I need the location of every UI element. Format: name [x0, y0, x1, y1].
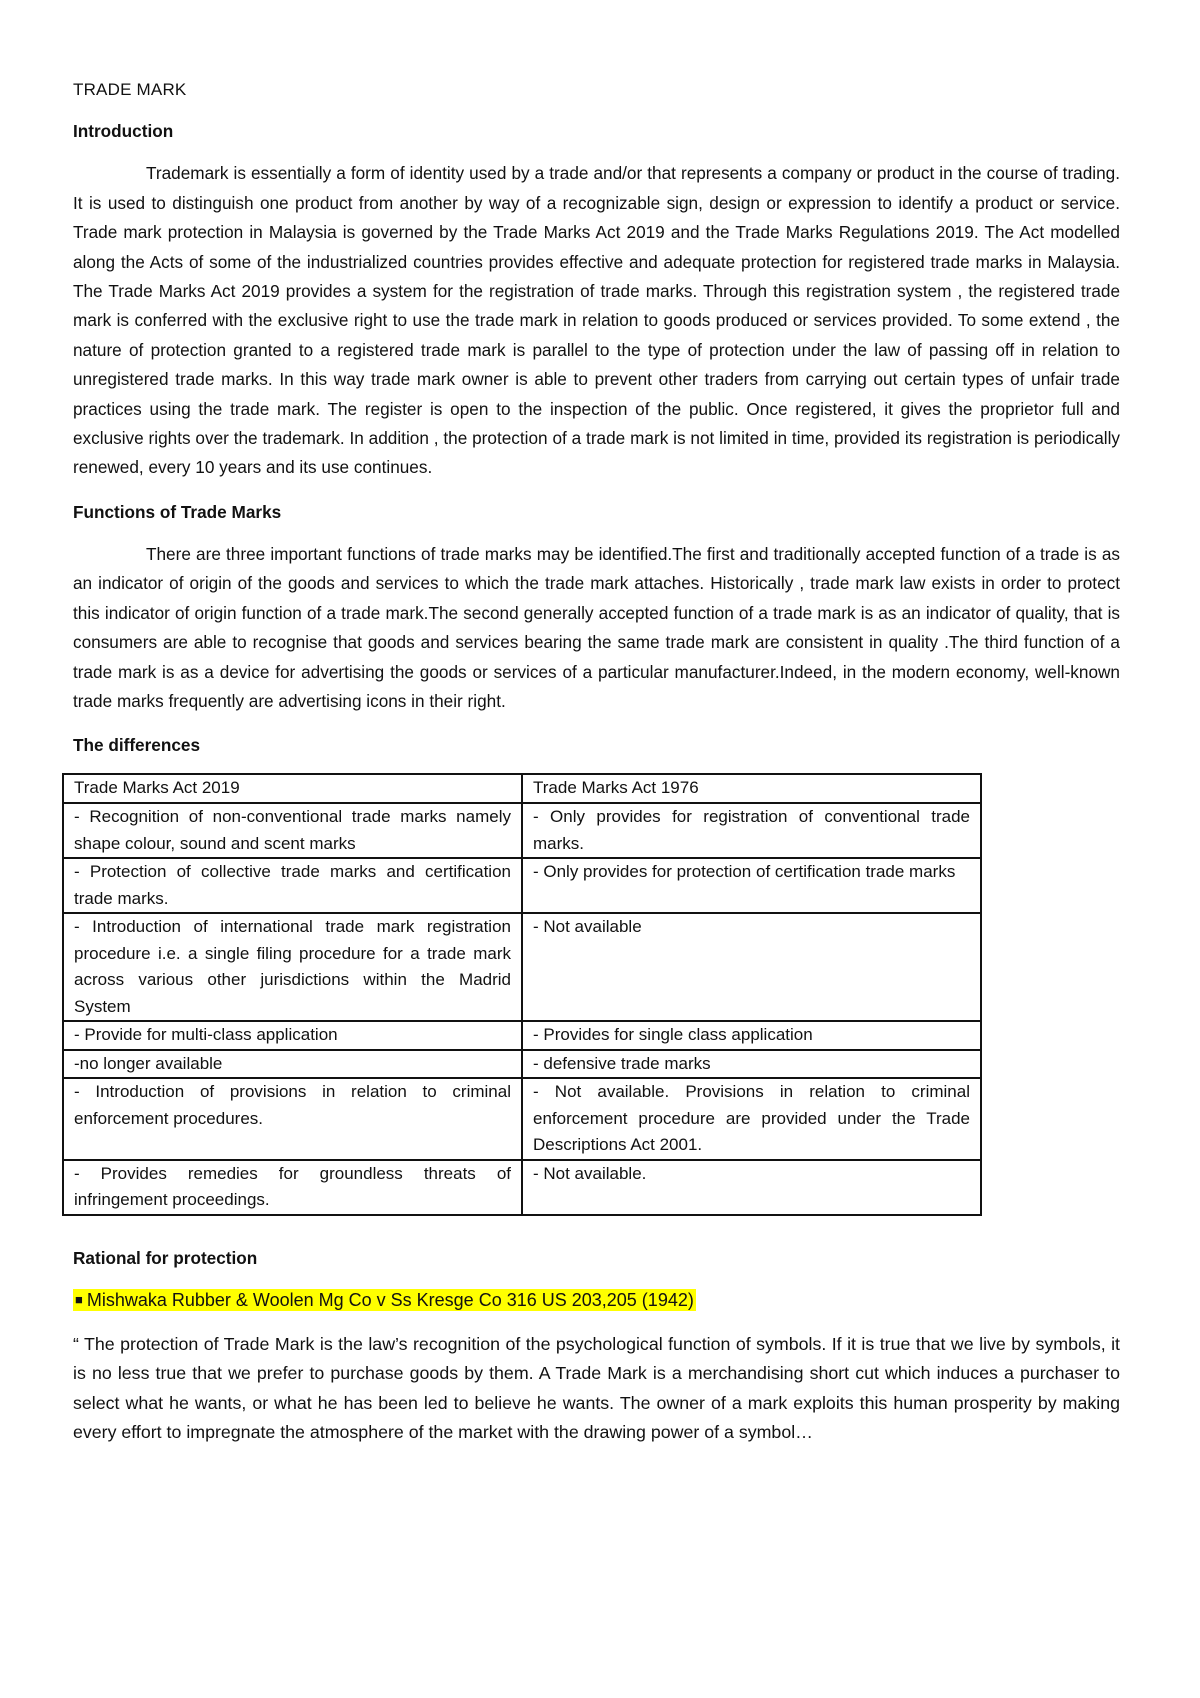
table-cell: - Provide for multi-class application [63, 1021, 522, 1050]
table-row [63, 1078, 981, 1160]
differences-heading: The differences [73, 735, 201, 756]
rationale-heading: Rational for protection [73, 1247, 258, 1268]
table-cell: - Only provides for registration of conventional trade marks. [522, 803, 981, 858]
functions-heading: Functions of Trade Marks [73, 501, 282, 522]
table-cell: - defensive trade marks [522, 1050, 981, 1079]
rationale-quote: “ The protection of Trade Mark is the law’s recognition of the psychological function of symbols. If it is true that we live by symbols, it is no less true that we prefer to purchase goods by them. A Trade Mark is a merchandising short cut which induces a purchaser to select what he wants, or what he has been led to believe he wants. The owner of a mark exploits this human prosperity by making every effort to impregnate the atmosphere of the market with the drawing power of a symbol… [73, 1333, 1120, 1443]
table-cell: - Provides for single class application [522, 1021, 981, 1050]
table-row [63, 913, 981, 1021]
table-row [63, 858, 981, 913]
table-cell: - Protection of collective trade marks and certification trade marks. [63, 858, 522, 913]
differences-table [62, 773, 982, 1216]
document-title: TRADE MARK [73, 80, 187, 99]
table-row [63, 1050, 981, 1079]
table-cell: - Not available [522, 913, 981, 1021]
introduction-paragraph: Trademark is essentially a form of identity used by a trade and/or that represents a company or product in the course of trading. It is used to distinguish one product from another by way of a recognizable sign, design or expression to identify a product or service. Trade mark protection in Malaysia is governed by the Trade Marks Act 2019 and the Trade Marks Regulations 2019. The Act modelled along the Acts of some of the industrialized countries provides effective and adequate protection for registered trade marks in Malaysia. The Trade Marks Act 2019 provides a system for the registration of trade marks. Through this registration system , the registered trade mark is conferred with the exclusive right to use the trade mark in relation to goods produced or services provided. To some extend , the nature of protection granted to a registered trade mark is parallel to the type of protection under the law of passing off in relation to unregistered trade marks. In this way trade mark owner is able to prevent other traders from carrying out certain types of unfair trade practices using the trade mark. The register is open to the inspection of the public. Once registered, it gives the proprietor full and exclusive rights over the trademark. In addition , the protection of a trade mark is not limited in time, provided its registration is periodically renewed, every 10 years and its use continues. [73, 163, 1120, 478]
table-cell: - Introduction of international trade mark registration procedure i.e. a single filing procedure for a trade mark across various other jurisdictions within the Madrid System [63, 913, 522, 1021]
table-cell: - Only provides for protection of certification trade marks [522, 858, 981, 913]
table-cell: - Not available. [522, 1160, 981, 1215]
table-header-row [63, 774, 981, 803]
table-cell: - Provides remedies for groundless threats of infringement proceedings. [63, 1160, 522, 1215]
table-cell: -no longer available [63, 1050, 522, 1079]
introduction-heading: Introduction [73, 121, 174, 142]
table-row [63, 803, 981, 858]
table-row [63, 1160, 981, 1215]
table-cell: - Introduction of provisions in relation to criminal enforcement procedures. [63, 1078, 522, 1160]
square-bullet-icon: ■ [75, 1291, 83, 1307]
functions-paragraph: There are three important functions of trade marks may be identified.The first and traditionally accepted function of a trade is as an indicator of origin of the goods and services to which the trade mark attaches. Historically , trade mark law exists in order to protect this indicator of origin function of a trade mark.The second generally accepted function of a trade mark is as an indicator of quality, that is consumers are able to recognise that goods and services bearing the same trade mark are consistent in quality .The third function of a trade mark is as a device for advertising the goods or services of a particular manufacturer.Indeed, in the modern economy, well-known trade marks frequently are advertising icons in their right. [73, 543, 1120, 711]
table-cell: - Not available. Provisions in relation to criminal enforcement procedure are provided under the Trade Descriptions Act 2001. [522, 1078, 981, 1160]
case-highlight [73, 1289, 696, 1311]
table-cell: - Recognition of non-conventional trade marks namely shape colour, sound and scent marks [63, 803, 522, 858]
table-row [63, 1021, 981, 1050]
case-citation-text: Mishwaka Rubber & Woolen Mg Co v Ss Kresge Co 316 US 203,205 (1942) [86, 1289, 694, 1310]
case-citation [73, 1286, 1120, 1314]
table-header-cell: Trade Marks Act 1976 [522, 774, 981, 803]
table-header-cell: Trade Marks Act 2019 [63, 774, 522, 803]
